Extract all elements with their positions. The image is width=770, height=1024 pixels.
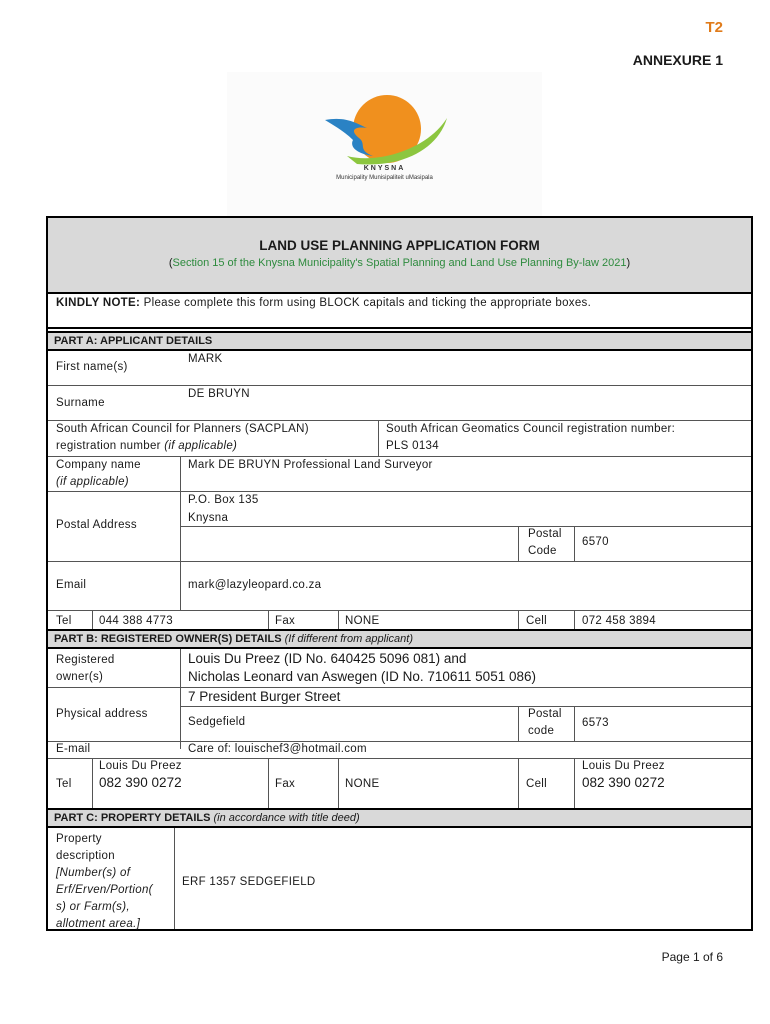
sacplan-label: South African Council for Planners (SACPLAN) registration number (if applicable) [56, 423, 309, 452]
company-value[interactable]: Mark DE BRUYN Professional Land Surveyor [188, 459, 433, 471]
owner-cell-name: Louis Du Preez [582, 760, 665, 772]
owner-tel-label: Tel [56, 778, 72, 790]
postal-address-label: Postal Address [56, 519, 137, 531]
postal-address-line2[interactable]: Knysna [188, 512, 229, 524]
form-subtitle: (Section 15 of the Knysna Municipality's Spatial Planning and Land Use Planning By-law 2021) [168, 257, 631, 269]
owner-cell-label: Cell [526, 778, 548, 790]
form-title-block [48, 218, 751, 292]
surname-label: Surname [56, 397, 105, 409]
physical-address-line1[interactable]: 7 President Burger Street [188, 689, 341, 704]
sagc-label: South African Geomatics Council registration number: [386, 423, 676, 435]
owner-cell-value[interactable]: 082 390 0272 [582, 775, 665, 790]
owner-fax-label: Fax [275, 778, 296, 790]
company-label: Company name (if applicable) [56, 459, 141, 488]
form-title: LAND USE PLANNING APPLICATION FORM [259, 238, 540, 253]
owner-tel-value[interactable]: 082 390 0272 [99, 775, 182, 790]
physical-address-label: Physical address [56, 708, 148, 720]
part-b-heading: PART B: REGISTERED OWNER(S) DETAILS (If different from applicant) [48, 629, 751, 649]
cell-value[interactable]: 072 458 3894 [582, 615, 656, 627]
first-name-label: First name(s) [56, 361, 128, 373]
tel-value[interactable]: 044 388 4773 [99, 615, 173, 627]
property-description-value[interactable]: ERF 1357 SEDGEFIELD [182, 876, 316, 888]
email-value[interactable]: mark@lazyleopard.co.za [188, 579, 322, 591]
part-c-heading: PART C: PROPERTY DETAILS (in accordance with title deed) [48, 808, 751, 828]
fax-label: Fax [275, 615, 296, 627]
postal-address-line1[interactable]: P.O. Box 135 [188, 494, 259, 506]
sagc-value[interactable]: PLS 0134 [386, 440, 439, 452]
logo-name: KNYSNA [363, 165, 406, 172]
owner-postal-code-label: Postal code [528, 708, 562, 737]
municipality-logo [227, 72, 542, 216]
tel-label: Tel [56, 615, 72, 627]
physical-address-line2[interactable]: Sedgefield [188, 716, 246, 728]
owner-postal-code-value[interactable]: 6573 [582, 717, 609, 729]
annexure-label: ANNEXURE 1 [632, 52, 723, 68]
first-name-value[interactable]: MARK [188, 353, 223, 365]
owner-line2[interactable]: Nicholas Leonard van Aswegen (ID No. 710611 5051 086) [188, 669, 536, 684]
page-number: Page 1 of 6 [661, 950, 723, 964]
owner-email-label: E-mail [56, 743, 91, 755]
owner-fax-value[interactable]: NONE [345, 778, 380, 790]
property-description-label: Property description [Number(s) of Erf/Erven/Portion( s) or Farm(s), allotment area.] [56, 833, 153, 930]
logo-subtitle: Municipality Munisipaliteit uMasipala [336, 175, 433, 181]
postal-code-label: Postal Code [528, 528, 562, 557]
owner-label: Registered owner(s) [56, 654, 115, 683]
kindly-note: KINDLY NOTE: Please complete this form using BLOCK capitals and ticking the appropriate boxes. [56, 297, 592, 309]
application-form [46, 216, 753, 931]
owner-tel-name: Louis Du Preez [99, 760, 182, 772]
part-a-heading: PART A: APPLICANT DETAILS [48, 331, 751, 351]
logo-graphic-icon [227, 72, 542, 216]
postal-code-value[interactable]: 6570 [582, 536, 609, 548]
surname-value[interactable]: DE BRUYN [188, 388, 250, 400]
owner-line1[interactable]: Louis Du Preez (ID No. 640425 5096 081) and [188, 651, 467, 666]
email-label: Email [56, 579, 87, 591]
fax-value[interactable]: NONE [345, 615, 380, 627]
document-code: T2 [705, 19, 723, 36]
owner-email-value[interactable]: Care of: louischef3@hotmail.com [188, 743, 367, 755]
cell-label: Cell [526, 615, 548, 627]
